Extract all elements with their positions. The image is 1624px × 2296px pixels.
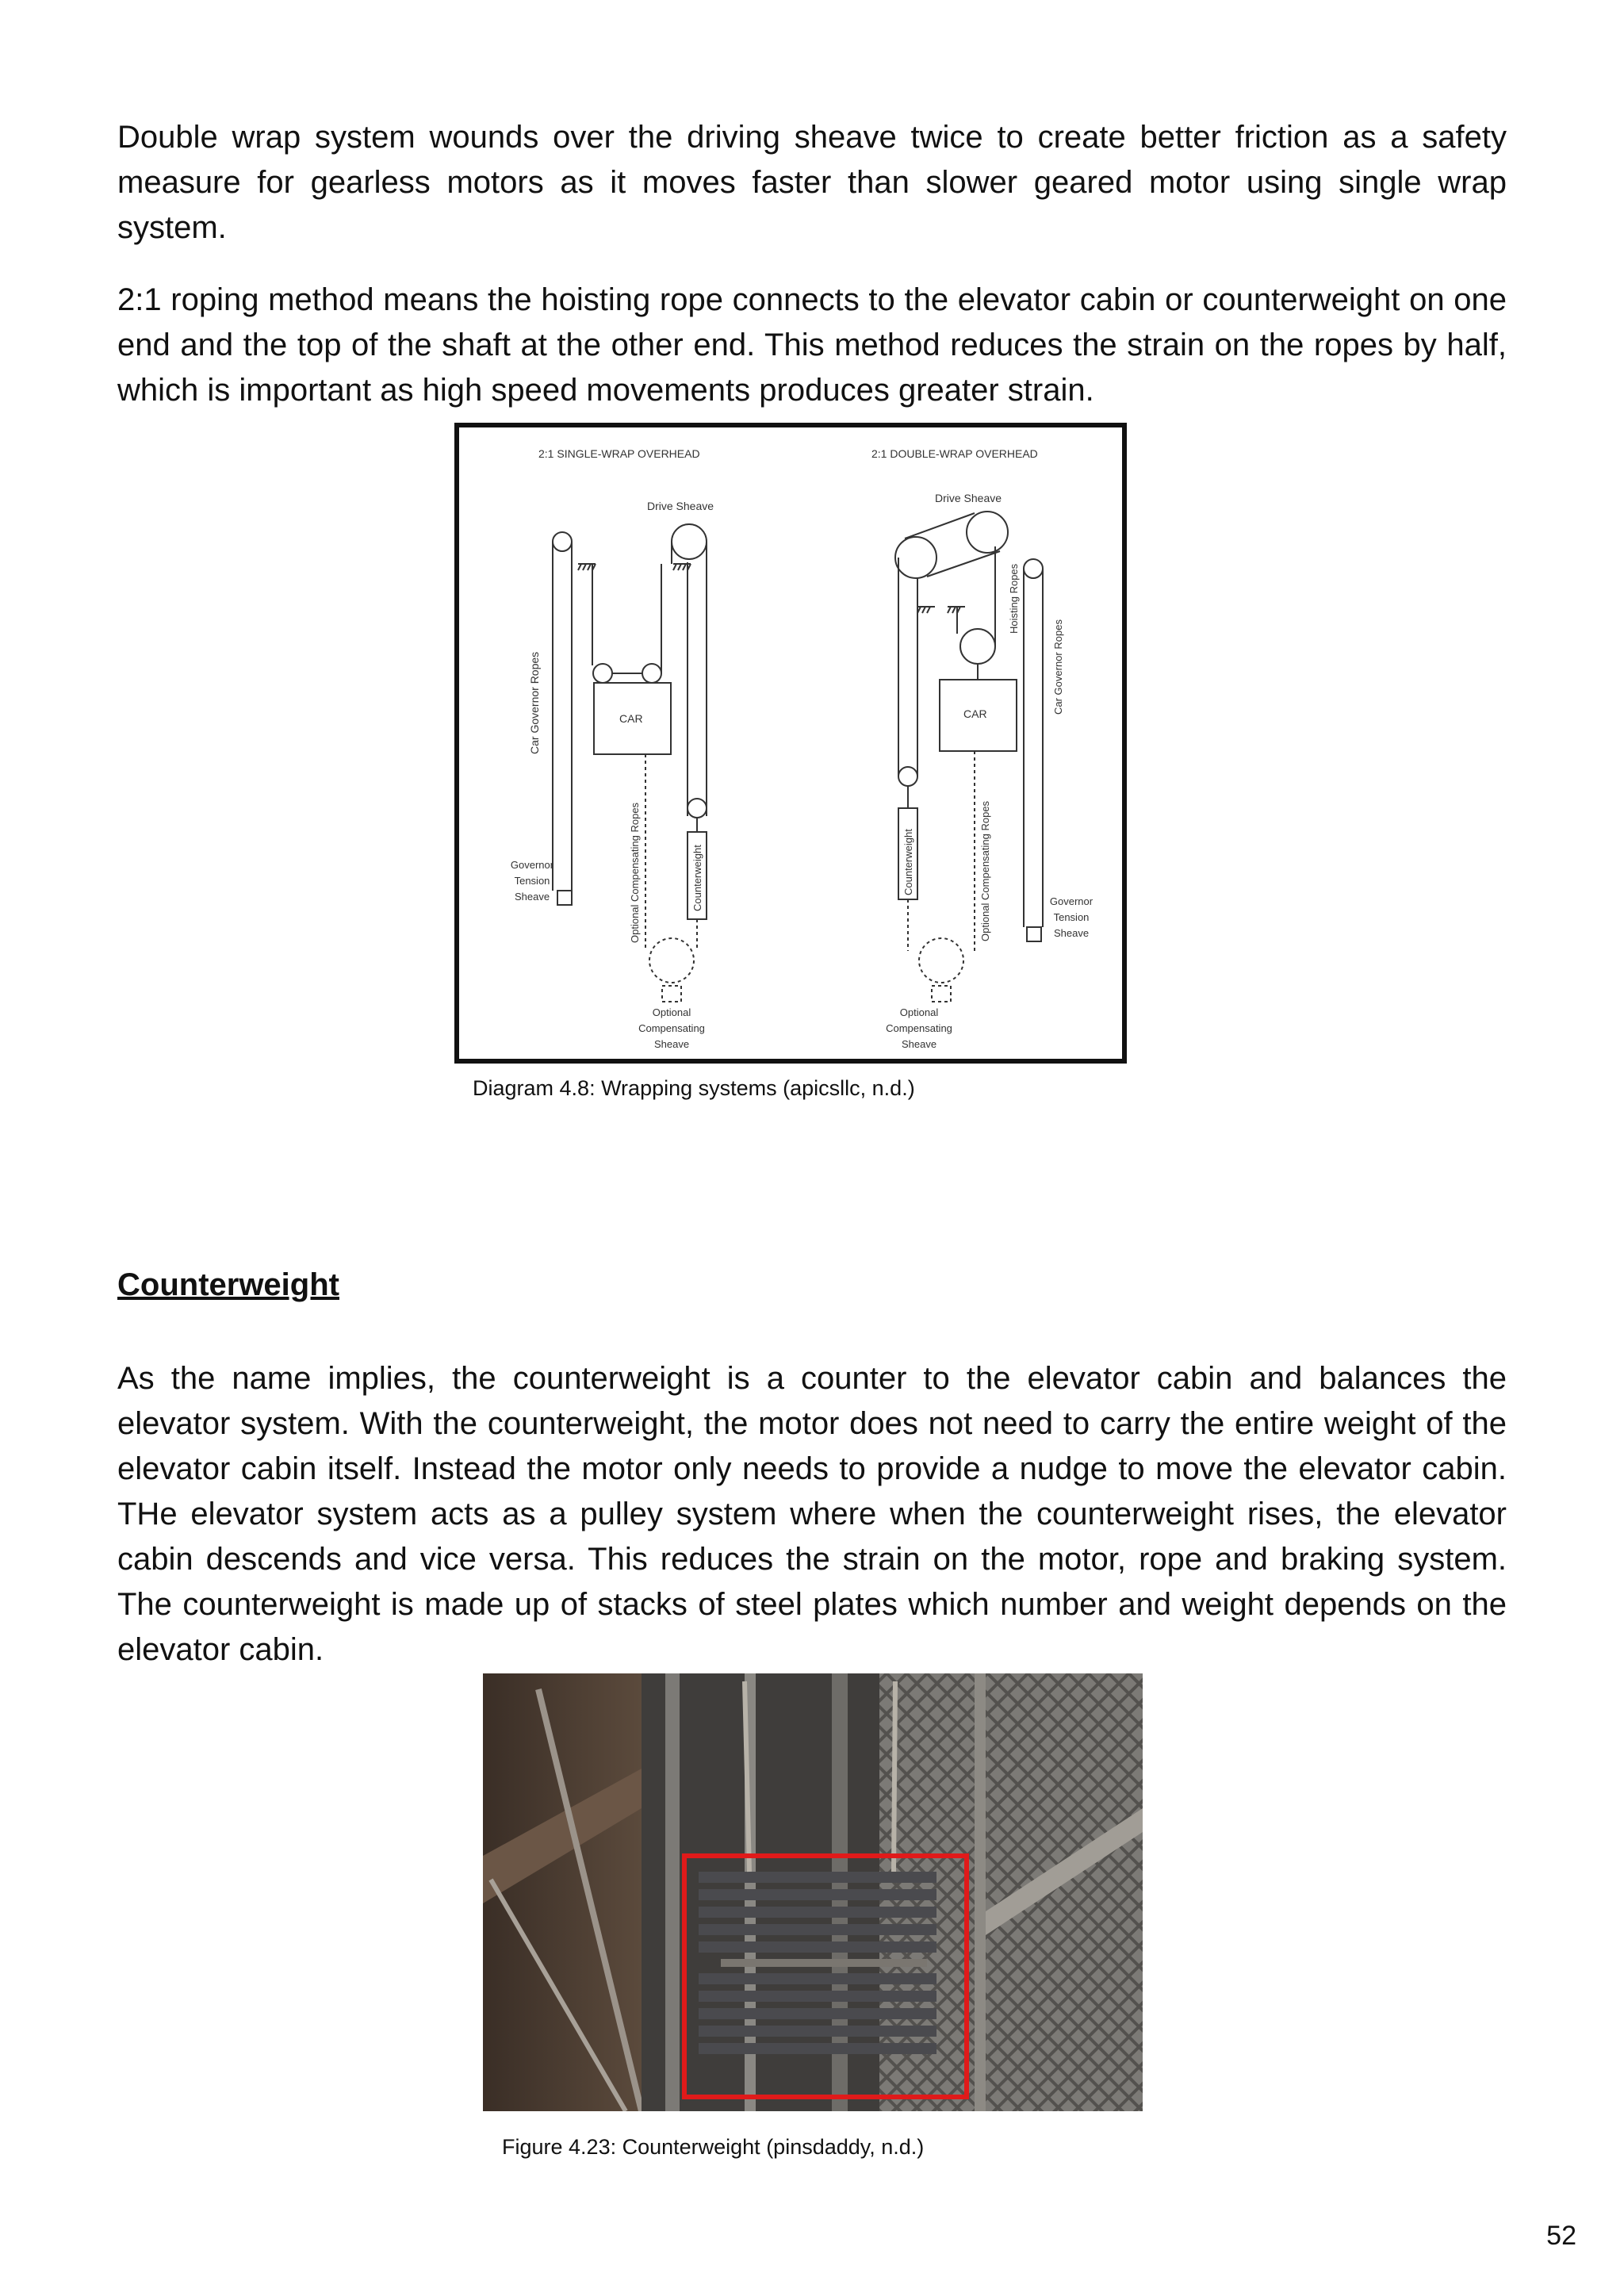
diagram-caption: Diagram 4.8: Wrapping systems (apicsllc, n.d.) <box>473 1076 915 1100</box>
right-governor-label-3: Sheave <box>1053 927 1090 939</box>
left-governor-label-1: Governor <box>510 859 554 871</box>
diagram-right-title: 2:1 DOUBLE-WRAP OVERHEAD <box>871 447 1038 460</box>
left-governor-label-2: Tension <box>514 875 550 887</box>
paragraph-roping-method: 2:1 roping method means the hoisting rope connects to the elevator cabin or counterweight on one end and the top of the shaft at the other end. This method reduces the strain on the ropes by half, which is important as high speed movements produces greater strain. <box>117 282 1507 408</box>
counterweight-photo <box>483 1673 1143 2111</box>
left-comp-sheave-label-3: Sheave <box>653 1038 690 1050</box>
left-car-label: CAR <box>619 712 643 725</box>
right-comp-sheave-label-3: Sheave <box>901 1038 937 1050</box>
left-drive-sheave-label: Drive Sheave <box>647 500 714 512</box>
right-hoisting-ropes-label: Hoisting Ropes <box>1008 563 1020 634</box>
left-counterweight-label: Counterweight <box>691 845 703 911</box>
page-number: 52 <box>1546 2221 1576 2251</box>
right-counterweight-label: Counterweight <box>902 829 914 895</box>
right-car-label: CAR <box>963 707 987 720</box>
paragraph-double-wrap: Double wrap system wounds over the driving sheave twice to create better friction as a safety measure for gearless motors as it moves faster than slower geared motor using single wrap system. <box>117 120 1507 245</box>
right-governor-label-1: Governor <box>1049 895 1094 907</box>
right-comp-sheave-label-1: Optional <box>899 1006 939 1018</box>
figure-caption: Figure 4.23: Counterweight (pinsdaddy, n.d.) <box>502 2135 925 2159</box>
wrapping-systems-diagram <box>454 423 1127 1064</box>
left-car-governor-ropes-label: Car Governor Ropes <box>528 651 541 754</box>
right-compensating-ropes-label: Optional Compensating Ropes <box>979 800 991 941</box>
right-governor-label-2: Tension <box>1053 911 1090 923</box>
right-comp-sheave-label-2: Compensating <box>886 1022 952 1034</box>
left-compensating-ropes-label: Optional Compensating Ropes <box>629 802 641 943</box>
left-comp-sheave-label-1: Optional <box>652 1006 691 1018</box>
section-heading-counterweight: Counterweight <box>117 1267 339 1302</box>
left-comp-sheave-label-2: Compensating <box>638 1022 705 1034</box>
diagram-left-title: 2:1 SINGLE-WRAP OVERHEAD <box>538 447 700 460</box>
paragraph-counterweight: As the name implies, the counterweight is a counter to the elevator cabin and balances the elevator system. With the counterweight, the motor does not need to carry the entire weight of the elevator cabin itself. Instead the motor only needs to provide a nudge to move the elevator cabin. THe elevator system acts as a pulley system where when the counterweight rises, the elevator cabin descends and vice versa. This reduces the strain on the motor, rope and braking system. The counterweight is made up of stacks of steel plates which number and weight depends on the elevator cabin. <box>117 1361 1507 1667</box>
right-drive-sheave-label: Drive Sheave <box>935 492 1002 504</box>
right-car-governor-ropes-label: Car Governor Ropes <box>1052 619 1064 715</box>
left-governor-label-3: Sheave <box>514 891 550 903</box>
